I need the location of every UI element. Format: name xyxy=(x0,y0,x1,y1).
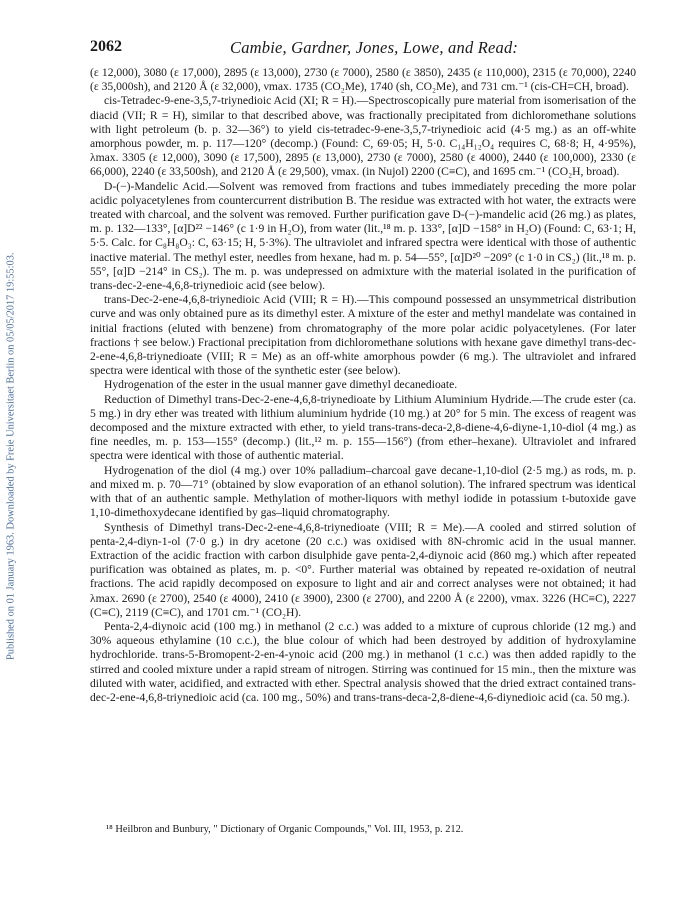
paragraph: cis-Tetradec-9-ene-3,5,7-triynedioic Acid (XI; R = H).—Spectroscopically pure material from isomerisation of the diacid (VII; R = H), similar to that described above, was fractionally precipitated from dichloromethane solutions with light petroleum (b. p. 32—36°) to yield cis-tetradec-9-ene-3,5,7-triynedioic acid (4·5 mg.) as an off-white amorphous powder, m. p. 117—120° (decomp.) (Found: C, 69·05; H, 5·0. C₁₄H₁₂O₄ requires C, 68·8; H, 4·95%), λmax. 3305 (ε 12,000), 3090 (ε 17,500), 2895 (ε 13,000), 2730 (ε 7000), 2580 (ε 4000), 2440 (ε 100,000), 2330 (ε 66,000), 2240 (ε 33,500sh), and 2120 Å (ε 29,500), νmax. (in Nujol) 2200 (C≡C), and 1695 cm.⁻¹ (CO₂H, broad). xyxy=(90,94,636,179)
download-watermark: Published on 01 January 1963. Downloaded by Freie Universitaet Berlin on 05/05/2017 19:55:03. xyxy=(5,252,17,660)
paragraph: D-(−)-Mandelic Acid.—Solvent was removed from fractions and tubes immediately preceding the more polar acidic polyacetylenes from countercurrent distribution B. The residue was extracted with hot water, the extracts were treated with charcoal, and the solvent was removed. Further purification gave D-(−)-mandelic acid (26 mg.) as plates, m. p. 132—133°, [α]D²² −146° (c 1·9 in H₂O), from water (lit.,¹⁸ m. p. 133°, [α]D −158° in H₂O) (Found: C, 63·1; H, 5·5. Calc. for C₈H₈O₃: C, 63·15; H, 5·3%). The ultraviolet and infrared spectra were identical with those of authentic inactive material. The methyl ester, needles from hexane, had m. p. 54—55°, [α]D²⁰ −209° (c 1·0 in CS₂) (lit.,¹⁸ m. p. 55°, [α]D −214° in CS₂). The m. p. was undepressed on admixture with the material isolated in the purification of trans-dec-2-ene-4,6,8-triynedioic acid (see below). xyxy=(90,179,636,293)
paragraph: trans-Dec-2-ene-4,6,8-triynedioic Acid (VIII; R = H).—This compound possessed an unsymmetrical distribution curve and was only obtained pure as its dimethyl ester. A mixture of the ester and methyl mandelate was contained in initial fractions (eluted with benzene) from chromatography of the more polar acidic polyacetylenes. (For later fractions † see below.) Fractional precipitation from dichloromethane solutions with hexane gave dimethyl trans-dec-2-ene-4,6,8-triynedioate (VIII; R = Me) as an off-white amorphous powder (6 mg.). The ultraviolet and infrared spectra were identical with those of the synthetic ester (see below). xyxy=(90,293,636,378)
paragraph: Reduction of Dimethyl trans-Dec-2-ene-4,6,8-triynedioate by Lithium Aluminium Hydride.—The crude ester (ca. 5 mg.) in dry ether was treated with lithium aluminium hydride (10 mg.) at 20° for 5 min. The excess of reagent was decomposed and the mixture extracted with ether, to yield trans-trans-deca-2,8-diene-4,6-diyne-1,10-diol (4 mg.) as fine needles, m. p. 153—155° (decomp.) (lit.,¹² m. p. 155—156°) (from ether–hexane). Ultraviolet and infrared spectra were identical with those of authentic material. xyxy=(90,392,636,463)
paragraph: Synthesis of Dimethyl trans-Dec-2-ene-4,6,8-triynedioate (VIII; R = Me).—A cooled and stirred solution of penta-2,4-diyn-1-ol (7·0 g.) in dry acetone (20 c.c.) was oxidised with 8N-chromic acid in the usual manner. Extraction of the acidic fraction with carbon disulphide gave penta-2,4-diynoic acid (860 mg.) which after repeated purification was obtained as plates, m. p. <0°. Further material was obtained by repeated re-oxidation of neutral fractions. The acid rapidly decomposed on exposure to light and air and correct analyses were not obtained; it had λmax. 2690 (ε 2700), 2540 (ε 4000), 2410 (ε 3900), 2300 (ε 2700), and 2200 Å (ε 2200), νmax. 3226 (HC≡C), 2227 (C≡C), 2119 (C≡C), and 1701 cm.⁻¹ (CO₂H). xyxy=(90,520,636,619)
paragraph: Hydrogenation of the ester in the usual manner gave dimethyl decanedioate. xyxy=(104,378,458,392)
page-header xyxy=(90,38,638,62)
page-number: 2062 xyxy=(90,38,122,55)
footnote: ¹⁸ Heilbron and Bunbury, " Dictionary of Organic Compounds," Vol. III, 1953, p. 212. xyxy=(106,824,464,835)
paragraph: Penta-2,4-diynoic acid (100 mg.) in methanol (2 c.c.) was added to a mixture of cuprous chloride (12 mg.) and 30% aqueous ethylamine (10 c.c.), the blue colour of which had been destroyed by addition of hydroxylamine hydrochloride. trans-5-Bromopent-2-en-4-ynoic acid (200 mg.) in methanol (1 c.c.) was then added rapidly to the stirred and cooled mixture under a rapid stream of nitrogen. Stirring was continued for 15 min., then the mixture was diluted with water, acidified, and extracted with ether. Spectral analysis showed that the dried extract contained trans-dec-2-ene-4,6,8-triynedioic acid (ca. 100 mg., 50%) and trans-trans-deca-2,8-diene-4,6-diynedioic acid (ca. 50 mg.). xyxy=(90,619,636,704)
paragraph: (ε 12,000), 3080 (ε 17,000), 2895 (ε 13,000), 2730 (ε 7000), 2580 (ε 3850), 2435 (ε 110,000), 2315 (ε 70,000), 2240 (ε 35,000sh), and 2120 Å (ε 32,000), νmax. 1735 (CO₂Me), 1740 (sh, CO₂Me), and 731 cm.⁻¹ (cis-CH=CH, broad). xyxy=(90,66,636,94)
paragraph: Hydrogenation of the diol (4 mg.) over 10% palladium–charcoal gave decane-1,10-diol (2·5 mg.) as rods, m. p. and mixed m. p. 70—71° (obtained by slow evaporation of an ethanol solution). The infrared spectrum was identical with that of an authentic sample. Methylation of mother-liquors with methyl iodide in potassium t-butoxide gave 1,10-dimethoxydecane identified by gas–liquid chromatography. xyxy=(90,463,636,520)
article-body xyxy=(90,66,636,705)
running-head: Cambie, Gardner, Jones, Lowe, and Read: xyxy=(230,38,519,57)
